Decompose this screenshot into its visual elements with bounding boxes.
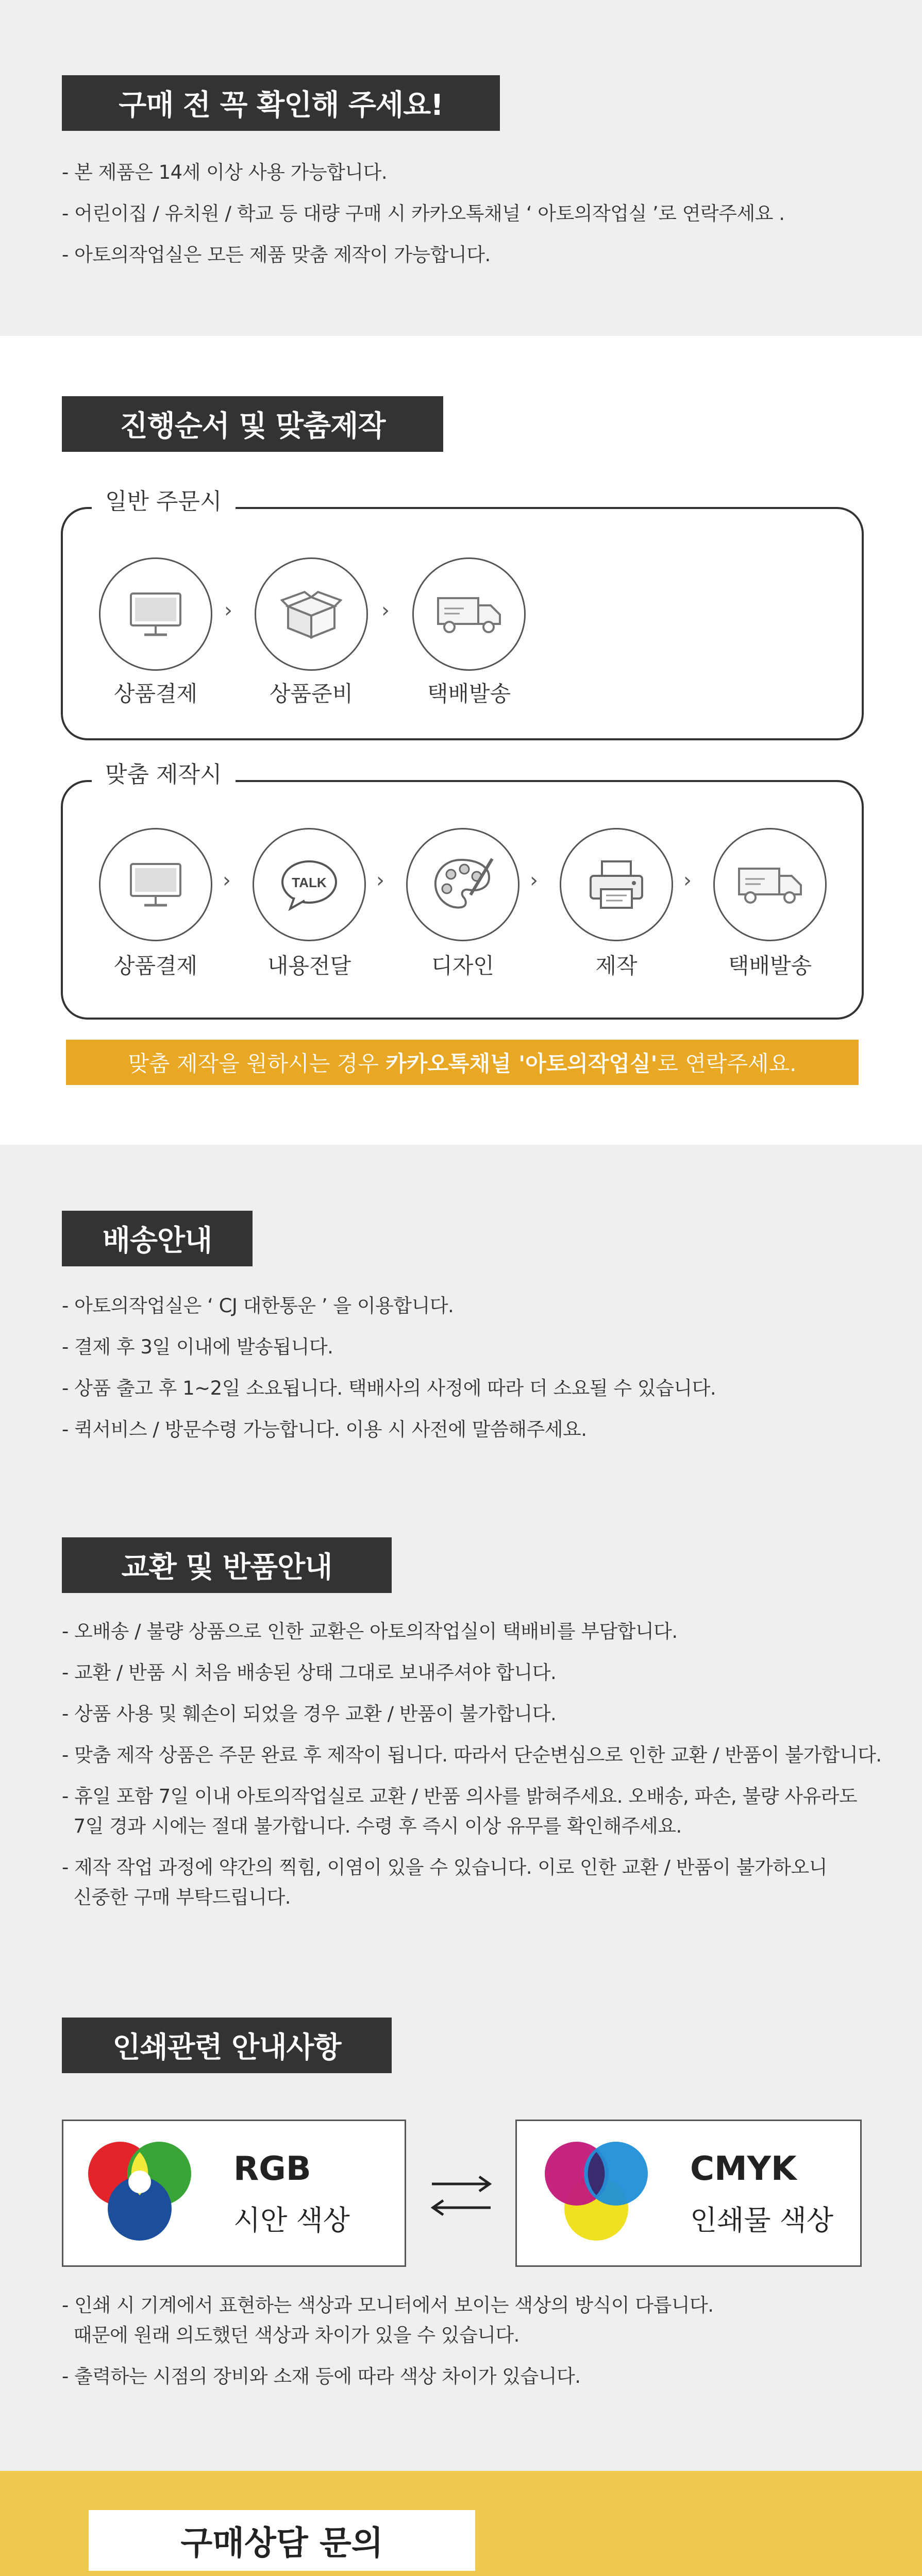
step-label: 내용전달 xyxy=(267,953,351,978)
step-label: 제작 xyxy=(595,953,638,978)
step-message xyxy=(253,828,366,941)
custom-order-banner xyxy=(66,1040,859,1085)
banner-prefix: 맞춤 제작을 원하시는 경우 xyxy=(128,1051,386,1076)
notice-section xyxy=(0,0,922,336)
chevron-right-icon: › xyxy=(381,599,390,622)
cmyk-name: CMYK xyxy=(690,2150,797,2188)
truck-icon xyxy=(433,591,505,637)
info-section xyxy=(0,1145,922,2471)
shipping-item: - 결제 후 3일 이내에 발송됩니다. xyxy=(62,1336,333,1358)
cmyk-circles-icon xyxy=(534,2131,658,2255)
exchange-item: - 상품 사용 및 훼손이 되었을 경우 교환 / 반품이 불가합니다. xyxy=(62,1703,557,1725)
shipping-item: - 상품 출고 후 1~2일 소요됩니다. 택배사의 사정에 따라 더 소요될 수 있습니다. xyxy=(62,1377,716,1399)
printing-item: - 출력하는 시점의 장비와 소재 등에 따라 색상 차이가 있습니다. xyxy=(62,2365,581,2387)
chevron-right-icon: › xyxy=(683,869,692,892)
exchange-item: - 교환 / 반품 시 처음 배송된 상태 그대로 보내주셔야 합니다. xyxy=(62,1662,557,1684)
exchange-item: 신중한 구매 부탁드립니다. xyxy=(62,1886,291,1908)
chevron-right-icon: › xyxy=(530,869,538,892)
exchange-item: - 오배송 / 불량 상품으로 인한 교환은 아토의작업실이 택배비를 부담합니다. xyxy=(62,1620,678,1642)
monitor-icon xyxy=(125,859,187,910)
svg-text:TALK: TALK xyxy=(292,875,327,890)
printing-title: 인쇄관련 안내사항 xyxy=(62,2018,392,2073)
rgb-desc: 시안 색상 xyxy=(233,2204,350,2236)
rgb-box xyxy=(62,2120,406,2267)
notice-item: - 아토의작업실은 모든 제품 맞춤 제작이 가능합니다. xyxy=(62,244,491,266)
printing-item: 때문에 원래 의도했던 색상과 차이가 있을 수 있습니다. xyxy=(62,2324,519,2346)
exchange-item: - 제작 작업 과정에 약간의 찍힘, 이염이 있을 수 있습니다. 이로 인한 교환 / 반품이 불가하오니 xyxy=(62,1856,827,1878)
printer-icon xyxy=(585,856,647,913)
chevron-right-icon: › xyxy=(224,599,232,622)
step-label: 택배발송 xyxy=(728,953,812,978)
chevron-right-icon: › xyxy=(223,869,231,892)
banner-highlight: 카카오톡채널 '아토의작업실' xyxy=(385,1051,658,1076)
process-title: 진행순서 및 맞춤제작 xyxy=(62,396,443,452)
step-prepare xyxy=(255,557,368,671)
step-payment xyxy=(99,828,212,941)
consult-title: 구매상담 문의 xyxy=(89,2510,475,2571)
rgb-circles-icon xyxy=(78,2131,202,2255)
step-label: 택배발송 xyxy=(427,681,511,706)
rgb-name: RGB xyxy=(233,2150,311,2188)
exchange-item: 7일 경과 시에는 절대 불가합니다. 수령 후 즉시 이상 유무를 확인해주세요. xyxy=(62,1815,682,1837)
cmyk-box xyxy=(515,2120,862,2267)
exchange-title: 교환 및 반품안내 xyxy=(62,1537,392,1593)
truck-icon xyxy=(734,861,806,908)
step-label: 상품결제 xyxy=(113,681,198,706)
step-label: 상품준비 xyxy=(269,681,354,706)
notice-item: - 어린이집 / 유치원 / 학교 등 대량 구매 시 카카오톡채널 ‘ 아토의작업실 ’로 연락주세요 . xyxy=(62,202,785,225)
shipping-item: - 퀵서비스 / 방문수령 가능합니다. 이용 시 사전에 말씀해주세요. xyxy=(62,1418,587,1440)
printing-item: - 인쇄 시 기계에서 표현하는 색상과 모니터에서 보이는 색상의 방식이 다릅니다. xyxy=(62,2294,714,2316)
monitor-icon xyxy=(125,588,187,640)
process-section xyxy=(0,336,922,1145)
banner-suffix: 로 연락주세요. xyxy=(657,1051,797,1076)
shipping-title: 배송안내 xyxy=(62,1211,253,1266)
step-design xyxy=(406,828,519,941)
custom-order-label: 맞춤 제작시 xyxy=(92,760,236,789)
step-label: 상품결제 xyxy=(113,953,198,978)
general-order-label: 일반 주문시 xyxy=(92,487,236,516)
exchange-item: - 휴일 포함 7일 이내 아토의작업실로 교환 / 반품 의사를 밝혀주세요. 오배송, 파손, 불량 사유라도 xyxy=(62,1785,858,1807)
talk-bubble-icon xyxy=(276,856,343,913)
box-icon xyxy=(278,586,345,642)
contact-section xyxy=(0,2471,922,2576)
notice-title: 구매 전 꼭 확인해 주세요! xyxy=(62,75,500,131)
cmyk-desc: 인쇄물 색상 xyxy=(690,2204,833,2236)
step-label: 디자인 xyxy=(431,953,494,978)
step-payment xyxy=(99,557,212,671)
step-delivery xyxy=(713,828,827,941)
notice-item: - 본 제품은 14세 이상 사용 가능합니다. xyxy=(62,161,388,183)
step-delivery xyxy=(412,557,526,671)
step-production xyxy=(560,828,673,941)
chevron-right-icon: › xyxy=(376,869,384,892)
shipping-item: - 아토의작업실은 ‘ CJ 대한통운 ’ 을 이용합니다. xyxy=(62,1295,454,1317)
exchange-arrows-icon xyxy=(428,2167,495,2224)
exchange-item: - 맞춤 제작 상품은 주문 완료 후 제작이 됩니다. 따라서 단순변심으로 인한 교환 / 반품이 불가합니다. xyxy=(62,1744,882,1766)
palette-icon xyxy=(429,854,496,916)
